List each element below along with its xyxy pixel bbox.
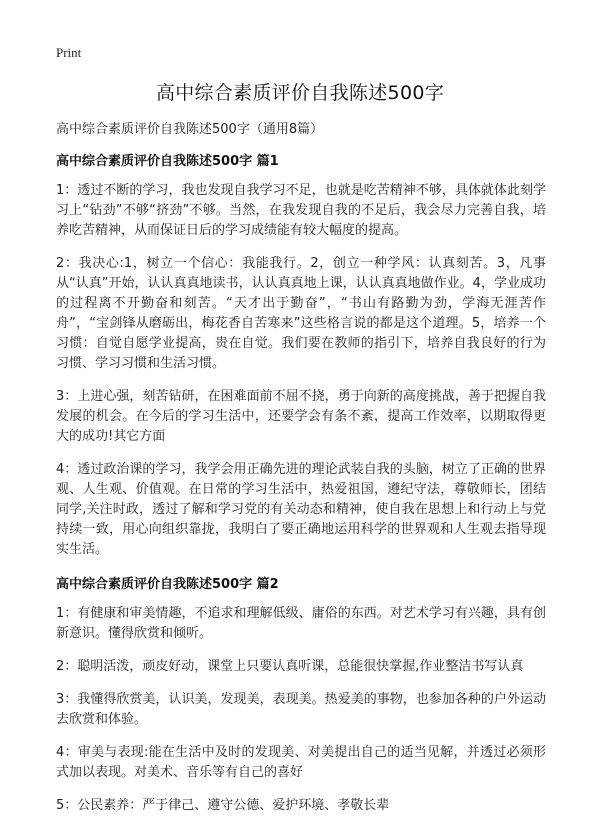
paragraph: 1：有健康和审美情趣，不追求和理解低级、庸俗的东西。对艺术学习有兴趣，具有创新意识。懂得欣赏和倾听。 xyxy=(56,606,546,641)
paragraph: 2：聪明活泼，顽皮好动，课堂上只要认真听课，总能很快掌握,作业整洁书写认真 xyxy=(56,659,524,674)
paragraph: 2：我决心:1，树立一个信心：我能我行。2，创立一种学风：认真刻苦。3，凡事从“认真”开始，认认真真地读书，认认真真地上课，认认真真地做作业。4，学业成功的过程离不开勤奋和刻苦。“天才出于勤奋”，“书山有路勤为劲，学海无涯苦作舟”，“宝剑锋从磨砺出，梅花香自苦寒来”这些格言说的都是这个道理。5，培养一个习惯：自觉自愿学业提高，贵在自觉。我们要在教师的指引下，培养自我良好的行为习惯、学习习惯和生活习惯。 xyxy=(56,256,546,371)
paragraph: 4：透过政治课的学习，我学会用正确先进的理论武装自我的头脑，树立了正确的世界观、人生观、价值观。在日常的学习生活中，热爱祖国，遵纪守法，尊敬师长，团结同学,关注时政，透过了解和学习党的有关动态和精神，使自我在思想上和行动上与党持续一致，用心向组织靠拢，我明白了要正确地运用科学的世界观和人生观去指导现实生活。 xyxy=(56,462,546,557)
paragraph: 1：透过不断的学习，我也发现自我学习不足，也就是吃苦精神不够，具体就体此刻学习上“钻劲”不够“挤劲”不够。当然，在我发现自我的不足后，我会尽力完善自我，培养吃苦精神，从而保证日后的学习成绩能有较大幅度的提高。 xyxy=(56,183,546,238)
page-title: 高中综合素质评价自我陈述500字 xyxy=(155,82,445,104)
print-link[interactable]: Print xyxy=(56,45,82,60)
paragraph: 4：审美与表现:能在生活中及时的发现美、对美提出自己的适当见解，并透过必须形式加以表现。对美术、音乐等有自己的喜好 xyxy=(56,745,546,780)
document-subtitle: 高中综合素质评价自我陈述500字（通用8篇） xyxy=(56,122,324,137)
paragraph: 3：上进心强，刻苦钻研，在困难面前不屈不挠，勇于向新的高度挑战，善于把握自我发展的机会。在今后的学习生活中，还要学会有条不紊，提高工作效率，以期取得更大的成功!其它方面 xyxy=(56,389,546,444)
paragraph: 3：我懂得欣赏美，认识美，发现美，表现美。热爱美的事物，也参加各种的户外运动去欣赏和体验。 xyxy=(56,692,546,727)
article-body xyxy=(56,150,546,829)
section-1 xyxy=(56,150,546,560)
section-2 xyxy=(56,573,546,816)
section-heading: 高中综合素质评价自我陈述500字 篇2 xyxy=(56,577,279,592)
section-heading: 高中综合素质评价自我陈述500字 篇1 xyxy=(56,154,279,169)
paragraph: 5：公民素养：严于律己、遵守公德、爱护环境、孝敬长辈 xyxy=(56,798,390,813)
